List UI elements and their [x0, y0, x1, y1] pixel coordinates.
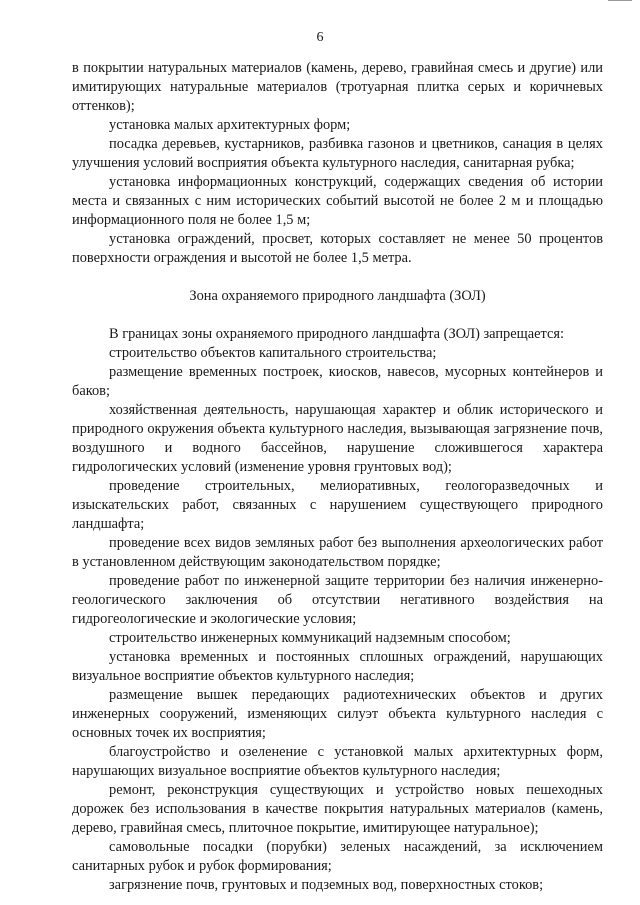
document-body: [72, 59, 603, 895]
paragraph: посадка деревьев, кустарников, разбивка газонов и цветников, санация в целях улучшения условий восприятия объекта культурного наследия, санитарная рубка;: [72, 136, 603, 171]
page-corner-mark: [608, 0, 632, 3]
paragraph: строительство объектов капитального строительства;: [109, 345, 437, 361]
paragraph: проведение строительных, мелиоративных, геологоразведочных и изыскательских работ, связанных с нарушением существующего природного ландшафта;: [72, 478, 603, 532]
paragraph: установка ограждений, просвет, которых составляет не менее 50 процентов поверхности ограждения и высотой не более 1,5 метра.: [72, 231, 603, 266]
paragraph: загрязнение почв, грунтовых и подземных вод, поверхностных стоков;: [109, 877, 544, 893]
paragraph: хозяйственная деятельность, нарушающая характер и облик исторического и природного окружения объекта культурного наследия, вызывающая загрязнение почв, воздушного и водного бассейнов, нарушение сложившегося характера гидрологических условий (изменение уровня грунтовых вод);: [72, 402, 603, 475]
paragraph: в покрытии натуральных материалов (камень, дерево, гравийная смесь и другие) или имитирующих натуральные материалов (тротуарная плитка серых и коричневых оттенков);: [72, 60, 603, 114]
paragraph: строительство инженерных коммуникаций надземным способом;: [109, 630, 511, 646]
paragraph: благоустройство и озеленение с установкой малых архитектурных форм, нарушающих визуальное восприятие объектов культурного наследия;: [72, 744, 603, 779]
paragraph: самовольные посадки (порубки) зеленых насаждений, за исключением санитарных рубок и рубок формирования;: [72, 839, 603, 874]
paragraph: проведение работ по инженерной защите территории без наличия инженерно-геологического заключения об отсутствии негативного воздействия на гидрогеологические и экологические условия;: [72, 573, 603, 627]
paragraph: установка временных и постоянных сплошных ограждений, нарушающих визуальное восприятие объектов культурного наследия;: [72, 649, 603, 684]
paragraph: В границах зоны охраняемого природного ландшафта (ЗОЛ) запрещается:: [109, 326, 564, 342]
paragraph: проведение всех видов земляных работ без выполнения археологических работ в установленном действующим законодательством порядке;: [72, 535, 603, 570]
paragraph: размещение временных построек, киосков, навесов, мусорных контейнеров и баков;: [72, 364, 603, 399]
page-number: 6: [316, 30, 324, 45]
paragraph: ремонт, реконструкция существующих и устройство новых пешеходных дорожек без использования в качестве покрытия натуральных материалов (камень, дерево, гравийная смесь, плиточное покрытие, имитирующее натуральное);: [72, 782, 603, 836]
paragraph: размещение вышек передающих радиотехнических объектов и других инженерных сооружений, изменяющих силуэт объекта культурного наследия с основных точек их восприятия;: [72, 687, 603, 741]
paragraph: установка информационных конструкций, содержащих сведения об истории места и связанных с ним исторических событий высотой не более 2 м и площадью информационного поля не более 1,5 м;: [72, 174, 603, 228]
section-heading: Зона охраняемого природного ландшафта (ЗОЛ): [189, 288, 486, 304]
paragraph: установка малых архитектурных форм;: [109, 117, 351, 133]
